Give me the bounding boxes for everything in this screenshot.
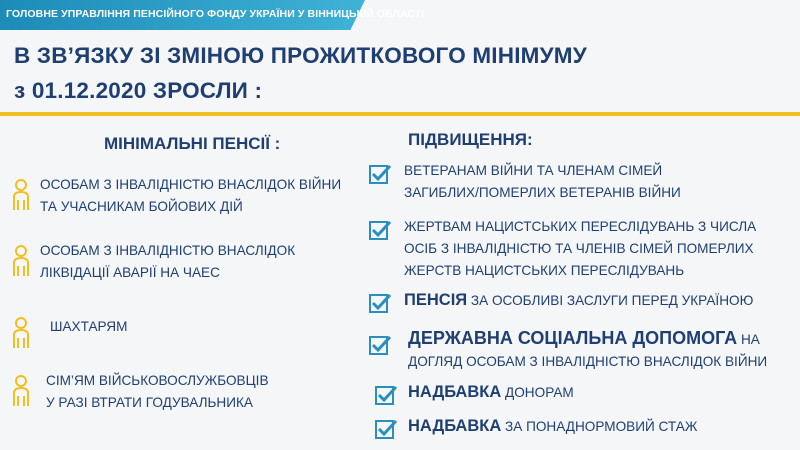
- checkbox-checked-icon: [368, 218, 392, 242]
- checkbox-checked-icon: [368, 291, 392, 315]
- right-item-1-line-2: ЗАГИБЛИХ/ПОМЕРЛИХ ВЕТЕРАНІВ ВІЙНИ: [404, 185, 681, 200]
- right-item-4-rest: НА: [737, 332, 760, 347]
- left-item-4: [10, 370, 360, 418]
- page-title-line-2: з 01.12.2020 ЗРОСЛИ :: [14, 78, 263, 103]
- right-item-5-rest: ДОНОРАМ: [501, 385, 574, 400]
- right-item-2-line-1: ЖЕРТВАМ НАЦИСТСЬКИХ ПЕРЕСЛІДУВАНЬ З ЧИСЛА: [404, 219, 757, 234]
- left-item-4-line-1: СІМ’ЯМ ВІЙСЬКОВОСЛУЖБОВЦІВ: [46, 373, 269, 388]
- right-item-3: [368, 289, 788, 315]
- checkbox-checked-icon: [368, 162, 392, 186]
- left-item-3-line-1: ШАХТАРЯМ: [50, 319, 128, 334]
- page-title-line-1: В ЗВ’ЯЗКУ ЗІ ЗМІНОЮ ПРОЖИТКОВОГО МІНІМУМУ: [14, 43, 587, 68]
- left-item-1: [10, 174, 360, 222]
- header-banner-text: ГОЛОВНЕ УПРАВЛІННЯ ПЕНСІЙНОГО ФОНДУ УКРАЇНИ У ВІННИЦЬКІЙ ОБЛАСТІ: [6, 8, 425, 20]
- right-item-2-line-3: ЖЕРСТВ НАЦИСТСЬКИХ ПЕРЕСЛІДУВАНЬ: [404, 263, 685, 278]
- person-icon: [10, 316, 32, 350]
- right-item-1: [368, 160, 788, 206]
- left-item-1-line-1: ОСОБАМ З ІНВАЛІДНІСТЮ ВНАСЛІДОК ВІЙНИ: [40, 177, 342, 192]
- left-item-2: [10, 240, 360, 288]
- right-item-4: [368, 327, 788, 373]
- right-item-3-bold: ПЕНСІЯ: [404, 291, 468, 309]
- checkbox-checked-icon: [374, 417, 398, 441]
- divider-line: [0, 112, 800, 116]
- right-heading: ПІДВИЩЕННЯ:: [408, 130, 533, 149]
- right-item-6-rest: ЗА ПОНАДНОРМОВИЙ СТАЖ: [501, 419, 698, 434]
- left-heading: МІНІМАЛЬНІ ПЕНСІЇ :: [104, 134, 281, 153]
- left-item-2-line-2: ЛІКВІДАЦІЇ АВАРІЇ НА ЧАЕС: [40, 265, 220, 280]
- right-item-2-line-2: ОСІБ З ІНВАЛІДНІСТЮ ТА ЧЛЕНІВ СІМЕЙ ПОМЕРЛИХ: [404, 241, 754, 256]
- person-icon: [10, 178, 32, 212]
- right-item-4-bold: ДЕРЖАВНА СОЦІАЛЬНА ДОПОМОГА: [408, 328, 738, 348]
- right-item-6-bold: НАДБАВКА: [408, 417, 502, 435]
- left-item-3: [10, 312, 360, 360]
- right-item-5: [368, 381, 788, 407]
- left-item-4-line-2: У РАЗІ ВТРАТИ ГОДУВАЛЬНИКА: [46, 395, 253, 410]
- right-item-1-line-1: ВЕТЕРАНАМ ВІЙНИ ТА ЧЛЕНАМ СІМЕЙ: [404, 163, 663, 178]
- checkbox-checked-icon: [368, 333, 392, 357]
- right-item-2: [368, 216, 788, 282]
- page-title: [14, 38, 774, 108]
- left-item-1-line-2: ТА УЧАСНИКАМ БОЙОВИХ ДІЙ: [40, 199, 243, 214]
- right-item-5-bold: НАДБАВКА: [408, 383, 502, 401]
- right-item-3-rest: ЗА ОСОБЛИВІ ЗАСЛУГИ ПЕРЕД УКРАЇНОЮ: [467, 293, 754, 308]
- person-icon: [10, 374, 32, 408]
- person-icon: [10, 244, 32, 278]
- right-item-4-line-2: ДОГЛЯД ОСОБАМ З ІНВАЛІДНІСТЮ ВНАСЛІДОК ВІЙНИ: [408, 354, 768, 369]
- left-item-2-line-1: ОСОБАМ З ІНВАЛІДНІСТЮ ВНАСЛІДОК: [40, 243, 296, 258]
- right-item-6: [368, 415, 788, 441]
- checkbox-checked-icon: [374, 383, 398, 407]
